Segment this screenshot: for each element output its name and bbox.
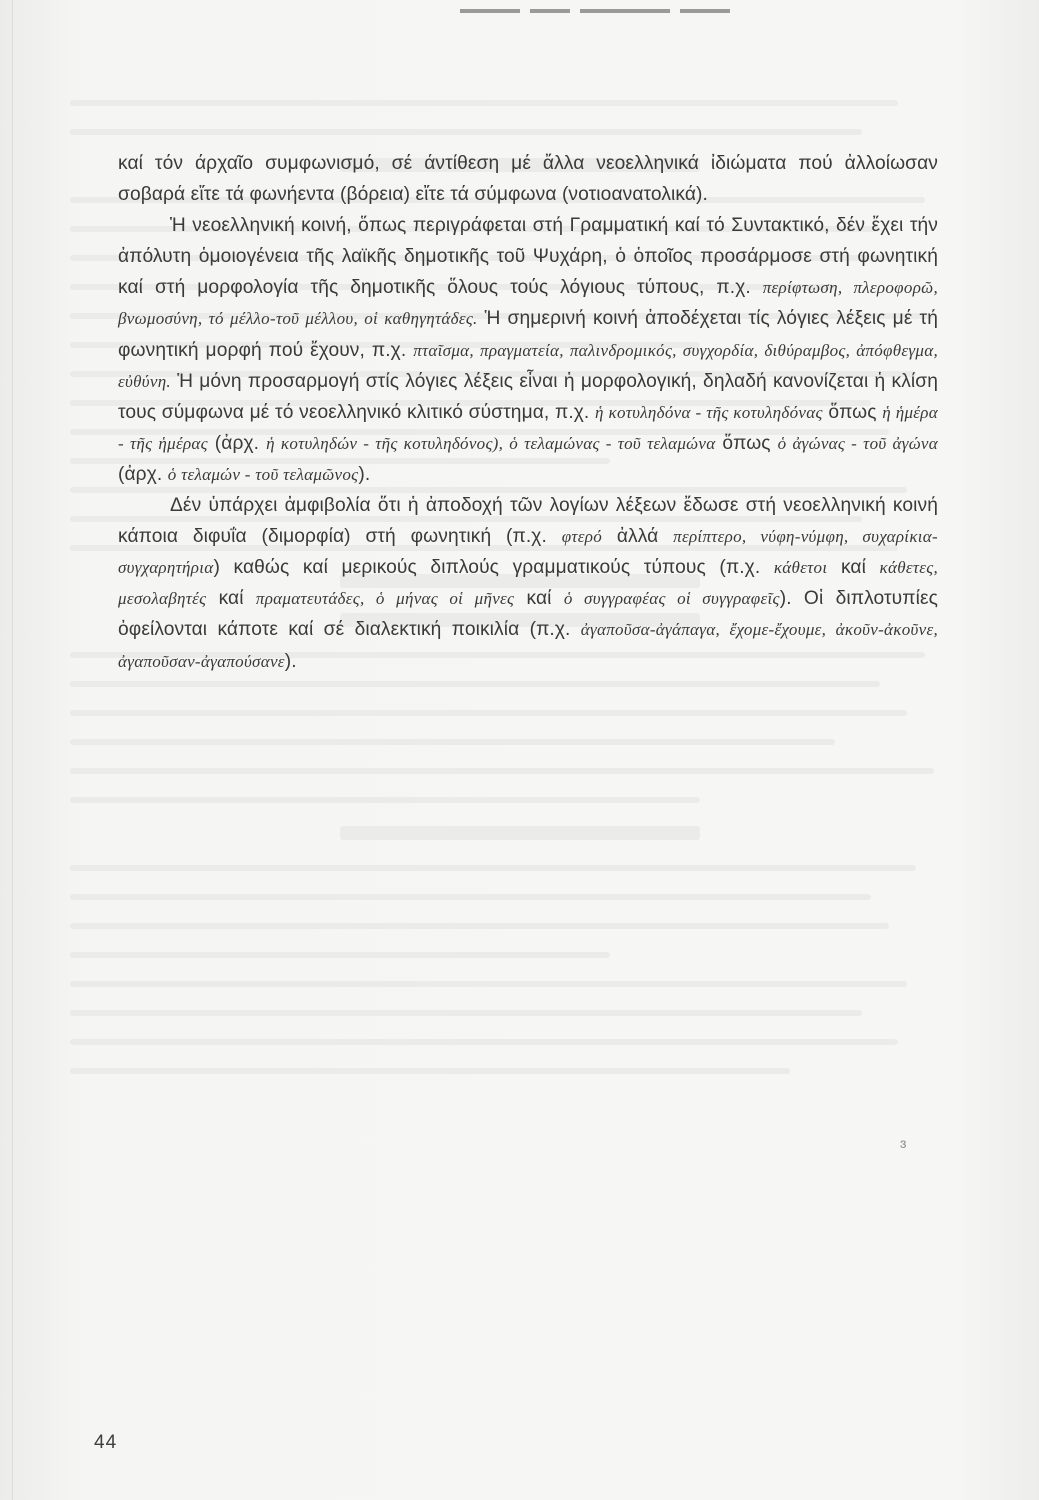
text-run: καί xyxy=(514,588,564,610)
stray-mark: ɜ xyxy=(900,1135,907,1151)
paragraph-3 xyxy=(118,490,938,677)
text-run: ). xyxy=(358,463,371,485)
text-run: ἀλλά xyxy=(602,526,674,548)
text-run: (ἀρχ. xyxy=(118,463,168,485)
example-words: ὁ τελαμών - τοῦ τελαμῶνος xyxy=(167,464,359,484)
example-words: ἀγαποῦσα-ἀγάπαγα, ἔχομε-ἔχουμε, ἀκοῦν-ἀκοῦνε, ἀγαποῦσαν-ἀγαπούσανε xyxy=(118,620,939,671)
text-run: καί xyxy=(206,588,256,610)
example-words: περίφτωση, πλεροφορῶ, βνωμοσύνη, τό μέλλο-τοῦ μέλλου, οἱ καθηγητάδες. xyxy=(118,278,939,329)
text-run: ). Οἱ διπλοτυπίες ὀφείλονται κάποτε καί σέ διαλεκτική ποικιλία (π.χ. xyxy=(118,588,938,641)
text-run: ὅπως xyxy=(715,432,778,454)
text-run: Δέν ὑπάρχει ἀμφιβολία ὅτι ἡ ἀποδοχή τῶν λογίων λέξεων ἔδωσε στή νεοελληνική κοινή κάποια διφυΐα (διμορφία) στή φωνητική (π.χ. xyxy=(118,495,938,548)
page-edge-line xyxy=(12,0,13,1500)
example-words: πραματευτάδες, ὁ μήνας οἱ μῆνες xyxy=(255,589,515,609)
text-run: Ἡ σημερινή κοινή ἀποδέχεται τίς λόγιες λέξεις μέ τή φωνητική μορφή πού ἔχουν, π.χ. xyxy=(118,308,938,361)
text-run: ). xyxy=(284,650,297,672)
top-print-mark xyxy=(460,0,760,6)
paragraph-1: καί τόν άρχαῖο συμφωνισμό, σέ άντίθεση μέ ἄλλα νεοελληνικά ἰδιώματα πού ἀλλοίωσαν σοβαρά εἴτε τά φωνήεντα (βόρεια) εἴτε τά σύμφωνα (νοτιοανατολικά). xyxy=(118,153,938,206)
example-words: ὁ ἀγώνας - τοῦ ἀγώνα xyxy=(777,433,938,453)
example-words: κάθετες, μεσολαβητές xyxy=(118,558,938,609)
text-run: καί xyxy=(827,557,880,579)
example-words: ἡ κοτυληδών - τῆς κοτυληδόνος), ὁ τελαμώνας - τοῦ τελαμώνα xyxy=(266,433,716,453)
paragraph-2 xyxy=(118,210,938,490)
example-words: ἡ ἡμέρα - τῆς ἡμέρας xyxy=(118,402,938,453)
text-run: (ἀρχ. xyxy=(207,432,267,454)
example-words: ἡ κοτυληδόνα - τῆς κοτυληδόνας xyxy=(595,402,823,422)
example-words: φτερό xyxy=(561,527,603,547)
body-text xyxy=(118,148,938,677)
example-words: περίπτερο, νύφη-νύμφη, συχαρίκια-συγχαρητήρια xyxy=(118,527,938,578)
example-words: ὁ συγγραφέας οἱ συγγραφεῖς xyxy=(563,589,780,609)
text-run: ὅπως xyxy=(822,401,883,423)
text-run: Ἡ μόνη προσαρμογή στίς λόγιες λέξεις εἶναι ἡ μορφολογική, δηλαδή κανονίζεται ἡ κλίση τους σύμφωνα μέ τό νεοελληνικό κλιτικό σύστημα, π.χ. xyxy=(118,370,938,423)
example-words: κάθετοι xyxy=(773,558,828,578)
page-number: 44 xyxy=(94,1432,118,1453)
example-words: πταῖσμα, πραγματεία, παλινδρομικός, συγχορδία, διθύραμβος, ἀπόφθεγμα, εὐθύνη. xyxy=(118,340,938,391)
text-run: ) καθώς καί μερικούς διπλούς γραμματικούς τύπους (π.χ. xyxy=(213,557,774,579)
text-run: Ἡ νεοελληνική κοινή, ὅπως περιγράφεται στή Γραμματική καί τό Συντακτικό, δέν ἔχει τήν ἀπόλυτη ὁμοιογένεια τῆς λαϊκῆς δημοτικῆς τοῦ Ψυχάρη, ὁ ὁποῖος προσάρμοσε στή φωνητική καί στή μορφολογία τῆς δημοτικῆς ὅλους τούς λόγιους τύπους, π.χ. xyxy=(118,215,938,299)
